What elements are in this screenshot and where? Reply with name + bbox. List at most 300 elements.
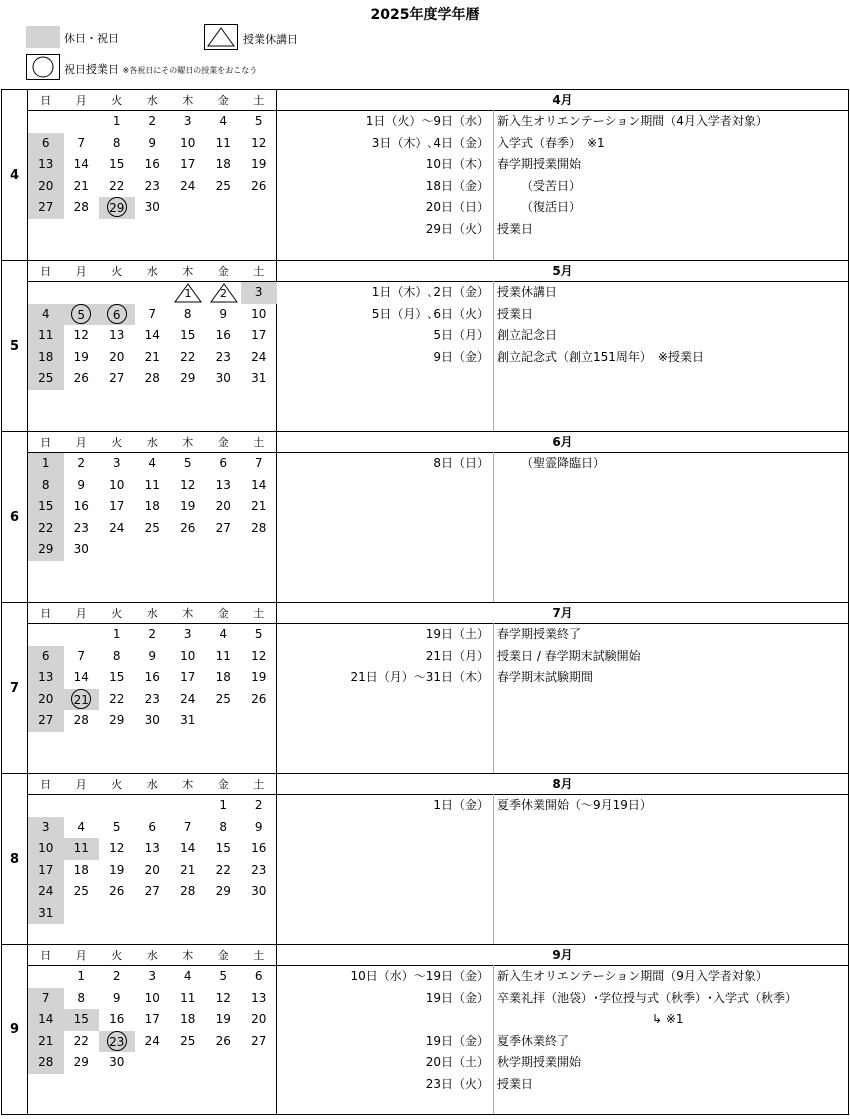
month-number: 7 — [2, 603, 28, 773]
event-date: 5日（月）､6日（火） — [371, 306, 489, 321]
legend-cancel-swatch — [204, 24, 238, 50]
calendar-day: 31 — [28, 903, 64, 925]
calendar-day: 25 — [180, 1033, 196, 1048]
weekday-header: 木 — [182, 436, 194, 449]
calendar-day: 16 — [215, 328, 231, 342]
calendar-day: 3 — [183, 627, 192, 641]
calendar-day: 10 — [28, 838, 64, 860]
month-number: 8 — [2, 774, 28, 944]
class-day-marker: 23 — [107, 1031, 127, 1051]
calendar-day: 21 — [28, 1031, 64, 1053]
weekday-header: 水 — [146, 265, 158, 278]
weekday-header: 火 — [111, 778, 123, 791]
month-events — [277, 774, 848, 944]
weekday-header: 水 — [146, 436, 158, 449]
month-header: 9月 — [277, 945, 848, 966]
weekday-header: 土 — [253, 778, 265, 791]
event-date: 23日（火） — [425, 1076, 489, 1091]
calendar-day: 20 — [109, 349, 125, 364]
class-day-marker: 21 — [71, 689, 91, 709]
legend-holiday-swatch — [26, 26, 60, 48]
calendar-day — [206, 282, 242, 304]
event-date: 29日（火） — [425, 221, 489, 236]
event-date: 19日（金） — [425, 990, 489, 1005]
month-block — [1, 773, 849, 944]
calendar-day: 4 — [77, 819, 86, 834]
event-row — [277, 347, 848, 369]
calendar-day: 12 — [215, 990, 231, 1005]
events-divider — [493, 452, 494, 602]
calendar-day: 12 — [109, 841, 125, 855]
calendar-day: 19 — [251, 670, 267, 684]
month-block — [1, 431, 849, 602]
calendar-day: 2 — [112, 969, 121, 983]
month-block — [1, 260, 849, 431]
calendar-day: 15 — [64, 1009, 100, 1031]
calendar-day: 12 — [251, 648, 267, 663]
calendar-day: 25 — [215, 178, 231, 193]
event-date: 1日（火）～9日（水） — [365, 114, 489, 128]
legend-note: ※各祝日にその曜日の授業をおこなう — [122, 66, 258, 75]
month-events — [277, 90, 848, 260]
calendar-day: 7 — [183, 819, 192, 834]
calendar-day: 9 — [77, 477, 86, 492]
calendar-day: 6 — [219, 456, 228, 470]
month-events — [277, 261, 848, 431]
calendar-day: 22 — [180, 349, 196, 364]
calendar-day: 13 — [109, 328, 125, 342]
calendar-day: 30 — [251, 884, 267, 898]
weekday-header: 金 — [217, 607, 229, 620]
calendar-day: 20 — [28, 176, 64, 198]
calendar-day: 21 — [144, 349, 160, 364]
event-text: 授業休講日 — [497, 285, 558, 299]
calendar-day: 24 — [180, 178, 196, 193]
weekday-header: 日 — [40, 778, 52, 791]
event-text: 授業日 — [497, 306, 534, 321]
calendar-day — [64, 689, 100, 711]
weekday-header: 月 — [75, 94, 87, 107]
calendar-day: 8 — [77, 990, 86, 1005]
calendar-day: 24 — [180, 691, 196, 706]
calendar-day: 11 — [64, 838, 100, 860]
event-row — [277, 325, 848, 347]
event-date: 10日（木） — [425, 157, 489, 171]
calendar-day: 17 — [180, 157, 196, 171]
calendar-day: 1 — [112, 114, 121, 128]
legend-class-day-label — [64, 61, 257, 77]
calendar-day: 31 — [251, 371, 267, 385]
calendar-day: 14 — [28, 1009, 64, 1031]
event-text: 授業日 / 春学期末試験開始 — [497, 648, 641, 663]
month-events — [277, 603, 848, 773]
calendar-day: 5 — [254, 114, 263, 128]
calendar-day: 29 — [180, 371, 196, 385]
month-calendar — [28, 774, 277, 944]
event-date: 1日（金） — [433, 798, 489, 812]
event-row — [277, 988, 848, 1010]
calendar-day: 7 — [28, 988, 64, 1010]
calendar-day: 11 — [144, 477, 160, 492]
event-row — [277, 133, 848, 155]
calendar-day: 15 — [109, 157, 125, 171]
weekday-header: 日 — [40, 949, 52, 962]
calendar-day: 18 — [144, 499, 160, 513]
weekday-header: 日 — [40, 607, 52, 620]
calendar-day: 24 — [28, 881, 64, 903]
calendar-day: 15 — [28, 496, 64, 518]
calendar-day: 22 — [109, 178, 125, 193]
cancelled-day-marker — [174, 283, 202, 303]
calendar-day: 9 — [219, 306, 228, 321]
calendar-day: 22 — [28, 518, 64, 540]
weekday-header: 日 — [40, 436, 52, 449]
calendar-day: 26 — [109, 884, 125, 898]
month-number: 5 — [2, 261, 28, 431]
calendar-day: 9 — [112, 990, 121, 1005]
calendar-day: 21 — [251, 499, 267, 513]
calendar-day: 7 — [77, 135, 86, 150]
event-text: 新入生オリエンテーション期間（9月入学者対象） — [497, 969, 768, 983]
calendar-day: 3 — [241, 282, 277, 304]
weekday-header: 月 — [75, 949, 87, 962]
class-day-marker: 5 — [71, 304, 91, 324]
calendar-day: 27 — [28, 197, 64, 219]
month-block — [1, 944, 849, 1115]
calendar-day: 26 — [215, 1033, 231, 1048]
month-number: 4 — [2, 90, 28, 260]
calendar-day: 11 — [180, 990, 196, 1005]
calendar-day: 23 — [215, 349, 231, 364]
event-row — [277, 966, 848, 988]
calendar-day: 29 — [28, 539, 64, 561]
calendar-day: 4 — [148, 456, 157, 470]
calendar-day: 18 — [180, 1012, 196, 1026]
calendar-day: 27 — [144, 884, 160, 898]
weekday-header: 土 — [253, 436, 265, 449]
calendar-day: 24 — [109, 520, 125, 535]
calendar-day: 13 — [28, 154, 64, 176]
event-row — [277, 1052, 848, 1074]
calendar-day: 6 — [254, 969, 263, 983]
calendar-day: 25 — [28, 368, 64, 390]
calendar-day: 5 — [254, 627, 263, 641]
calendar-day — [170, 282, 206, 304]
calendar-day: 20 — [251, 1012, 267, 1026]
calendar-day: 10 — [180, 648, 196, 663]
calendar-day: 17 — [180, 670, 196, 684]
calendar-day: 23 — [144, 691, 160, 706]
calendar-day: 20 — [28, 689, 64, 711]
calendar-day: 9 — [148, 648, 157, 663]
weekday-header: 土 — [253, 265, 265, 278]
weekday-header: 日 — [40, 94, 52, 107]
calendar-day: 8 — [112, 648, 121, 663]
calendar-day: 30 — [109, 1055, 125, 1069]
weekday-header: 月 — [75, 265, 87, 278]
triangle-icon — [205, 25, 237, 49]
calendar-day: 15 — [180, 328, 196, 342]
event-row — [277, 453, 848, 475]
calendar-day: 13 — [144, 841, 160, 855]
event-text: 入学式（春季） ※1 — [497, 135, 605, 150]
calendar-day: 14 — [180, 841, 196, 855]
calendar-months — [1, 89, 849, 1115]
calendar-day: 11 — [28, 325, 64, 347]
event-text: （復活日） — [521, 200, 582, 214]
event-date: 20日（土） — [425, 1055, 489, 1069]
calendar-day: 4 — [183, 969, 192, 983]
month-calendar — [28, 432, 277, 602]
weekday-header: 火 — [111, 949, 123, 962]
calendar-day — [99, 197, 135, 219]
calendar-day: 2 — [148, 114, 157, 128]
calendar-day: 11 — [215, 648, 231, 663]
event-text: 創立記念式（創立151周年） ※授業日 — [497, 349, 704, 364]
calendar-day — [64, 304, 100, 326]
weekday-header: 木 — [182, 778, 194, 791]
event-row — [277, 154, 848, 176]
month-block — [1, 602, 849, 773]
calendar-day: 17 — [28, 860, 64, 882]
calendar-day: 26 — [251, 178, 267, 193]
calendar-day: 14 — [251, 477, 267, 492]
event-row — [277, 197, 848, 219]
calendar-day: 27 — [251, 1033, 267, 1048]
calendar-day: 19 — [251, 157, 267, 171]
calendar-day: 10 — [109, 477, 125, 492]
calendar-day: 12 — [73, 328, 89, 342]
month-number: 6 — [2, 432, 28, 602]
day-number: 2 — [220, 287, 227, 300]
day-number: 1 — [184, 287, 192, 300]
event-date: 3日（木）､4日（金） — [371, 135, 489, 150]
weekday-header: 火 — [111, 436, 123, 449]
calendar-day — [99, 1031, 135, 1053]
calendar-day: 14 — [73, 670, 89, 684]
weekday-header: 火 — [111, 265, 123, 278]
calendar-day: 3 — [28, 817, 64, 839]
calendar-day: 3 — [112, 456, 121, 470]
calendar-day: 7 — [77, 648, 86, 663]
event-row — [277, 282, 848, 304]
calendar-day: 7 — [254, 456, 263, 470]
class-day-marker: 29 — [107, 197, 127, 217]
calendar-day: 2 — [77, 456, 86, 470]
calendar-day: 7 — [148, 306, 157, 321]
calendar-day: 24 — [251, 349, 267, 364]
event-row — [277, 219, 848, 241]
weekday-header: 金 — [217, 265, 229, 278]
calendar-day: 10 — [180, 135, 196, 150]
month-calendar — [28, 945, 277, 1114]
weekday-header: 土 — [253, 949, 265, 962]
legend-cancel-label: 授業休講日 — [243, 33, 298, 46]
month-header: 5月 — [277, 261, 848, 282]
event-date: 21日（月） — [425, 648, 489, 663]
weekday-header: 土 — [253, 607, 265, 620]
calendar-day: 18 — [28, 347, 64, 369]
weekday-header: 水 — [146, 949, 158, 962]
weekday-header: 木 — [182, 94, 194, 107]
calendar-day: 27 — [215, 520, 231, 535]
calendar-day: 16 — [109, 1012, 125, 1026]
calendar-day: 22 — [109, 691, 125, 706]
event-text: （聖霊降臨日） — [521, 456, 606, 470]
calendar-day: 18 — [215, 670, 231, 684]
event-date: 9日（金） — [433, 349, 489, 364]
weekday-header: 日 — [40, 265, 52, 278]
weekday-header: 水 — [146, 778, 158, 791]
event-date: 1日（木）､2日（金） — [371, 285, 489, 299]
weekday-header: 火 — [111, 94, 123, 107]
calendar-day: 2 — [148, 627, 157, 641]
event-text: 卒業礼拝（池袋）･学位授与式（秋季）･入学式（秋季） — [497, 990, 798, 1005]
month-events — [277, 945, 848, 1114]
weekday-header: 土 — [253, 94, 265, 107]
event-text: 授業日 — [497, 221, 534, 236]
event-date: 19日（金） — [425, 1033, 489, 1048]
calendar-day: 25 — [215, 691, 231, 706]
calendar-day: 9 — [148, 135, 157, 150]
calendar-day: 5 — [112, 819, 121, 834]
weekday-header: 金 — [217, 436, 229, 449]
calendar-day: 21 — [73, 178, 89, 193]
event-text: （受苦日） — [521, 178, 582, 193]
calendar-day: 17 — [251, 328, 267, 342]
event-row — [277, 795, 848, 817]
calendar-day: 16 — [144, 157, 160, 171]
calendar-day — [99, 304, 135, 326]
calendar-day: 29 — [109, 713, 125, 727]
month-events — [277, 432, 848, 602]
calendar-day: 2 — [254, 798, 263, 812]
calendar-day: 25 — [144, 520, 160, 535]
event-date: 8日（日） — [433, 456, 489, 470]
events-divider — [493, 794, 494, 944]
calendar-day: 30 — [144, 200, 160, 214]
legend-class-day-text: 祝日授業日 — [64, 63, 119, 76]
circle-icon — [27, 55, 59, 79]
weekday-header: 金 — [217, 949, 229, 962]
event-text: 春学期授業終了 — [497, 627, 582, 641]
calendar-day: 8 — [219, 819, 228, 834]
event-text: 春学期授業開始 — [497, 157, 582, 171]
calendar-day: 13 — [28, 667, 64, 689]
calendar-day: 28 — [251, 520, 267, 535]
calendar-day: 19 — [73, 349, 89, 364]
calendar-day: 13 — [215, 477, 231, 492]
legend-class-day-swatch — [26, 54, 60, 80]
weekday-header: 金 — [217, 94, 229, 107]
calendar-day: 12 — [251, 135, 267, 150]
calendar-day: 23 — [144, 178, 160, 193]
calendar-day: 22 — [73, 1033, 89, 1048]
calendar-day: 3 — [183, 114, 192, 128]
calendar-day: 14 — [73, 157, 89, 171]
calendar-day: 10 — [144, 990, 160, 1005]
calendar-day: 5 — [183, 456, 192, 470]
calendar-day: 1 — [28, 453, 64, 475]
calendar-day: 4 — [28, 304, 64, 326]
calendar-day: 28 — [73, 200, 89, 214]
calendar-day: 28 — [73, 713, 89, 727]
calendar-day: 6 — [148, 819, 157, 834]
calendar-day: 20 — [144, 862, 160, 877]
event-text: 創立記念日 — [497, 328, 558, 342]
event-row — [277, 304, 848, 326]
calendar-day: 24 — [144, 1033, 160, 1048]
calendar-day: 13 — [251, 990, 267, 1005]
calendar-day: 31 — [180, 713, 196, 727]
calendar-day: 27 — [109, 371, 125, 385]
page-title: 2025年度学年暦 — [370, 7, 480, 23]
event-date: 10日（水）～19日（金） — [350, 969, 489, 983]
event-row — [277, 624, 848, 646]
event-text: 秋学期授業開始 — [497, 1055, 582, 1069]
calendar-day: 4 — [219, 114, 228, 128]
weekday-header: 木 — [182, 949, 194, 962]
calendar-day: 28 — [180, 884, 196, 898]
calendar-day: 30 — [73, 542, 89, 556]
calendar-day: 19 — [180, 499, 196, 513]
event-date: 5日（月） — [433, 328, 489, 342]
weekday-header: 月 — [75, 778, 87, 791]
calendar-day: 14 — [144, 328, 160, 342]
month-header: 7月 — [277, 603, 848, 624]
calendar-day: 15 — [109, 670, 125, 684]
calendar-day: 8 — [28, 475, 64, 497]
event-row — [277, 646, 848, 668]
weekday-header: 水 — [146, 607, 158, 620]
weekday-header: 月 — [75, 607, 87, 620]
calendar-day: 6 — [28, 133, 64, 155]
calendar-day: 1 — [219, 798, 228, 812]
event-date: 19日（土） — [425, 627, 489, 641]
calendar-day: 1 — [112, 627, 121, 641]
event-row — [277, 111, 848, 133]
calendar-day: 30 — [215, 371, 231, 385]
month-calendar — [28, 603, 277, 773]
calendar-day: 27 — [28, 710, 64, 732]
calendar-day: 11 — [215, 135, 231, 150]
calendar-day: 26 — [180, 520, 196, 535]
weekday-header: 火 — [111, 607, 123, 620]
month-header: 6月 — [277, 432, 848, 453]
calendar-day: 19 — [215, 1012, 231, 1026]
calendar-day: 28 — [28, 1052, 64, 1074]
calendar-day: 4 — [219, 627, 228, 641]
event-text: 夏季休業終了 — [497, 1033, 570, 1048]
calendar-day: 16 — [251, 841, 267, 855]
month-header: 8月 — [277, 774, 848, 795]
calendar-day: 6 — [28, 646, 64, 668]
weekday-header: 金 — [217, 778, 229, 791]
event-date: 18日（金） — [425, 178, 489, 193]
calendar-day: 26 — [73, 371, 89, 385]
calendar-day: 23 — [73, 520, 89, 535]
calendar-day: 10 — [251, 306, 267, 321]
calendar-day: 18 — [73, 862, 89, 877]
month-calendar — [28, 261, 277, 431]
event-row — [277, 1074, 848, 1096]
calendar-day: 15 — [215, 841, 231, 855]
calendar-day: 22 — [215, 862, 231, 877]
calendar-day: 8 — [183, 306, 192, 321]
cancelled-day-marker — [210, 283, 238, 303]
calendar-day: 19 — [109, 862, 125, 877]
event-row — [277, 667, 848, 689]
